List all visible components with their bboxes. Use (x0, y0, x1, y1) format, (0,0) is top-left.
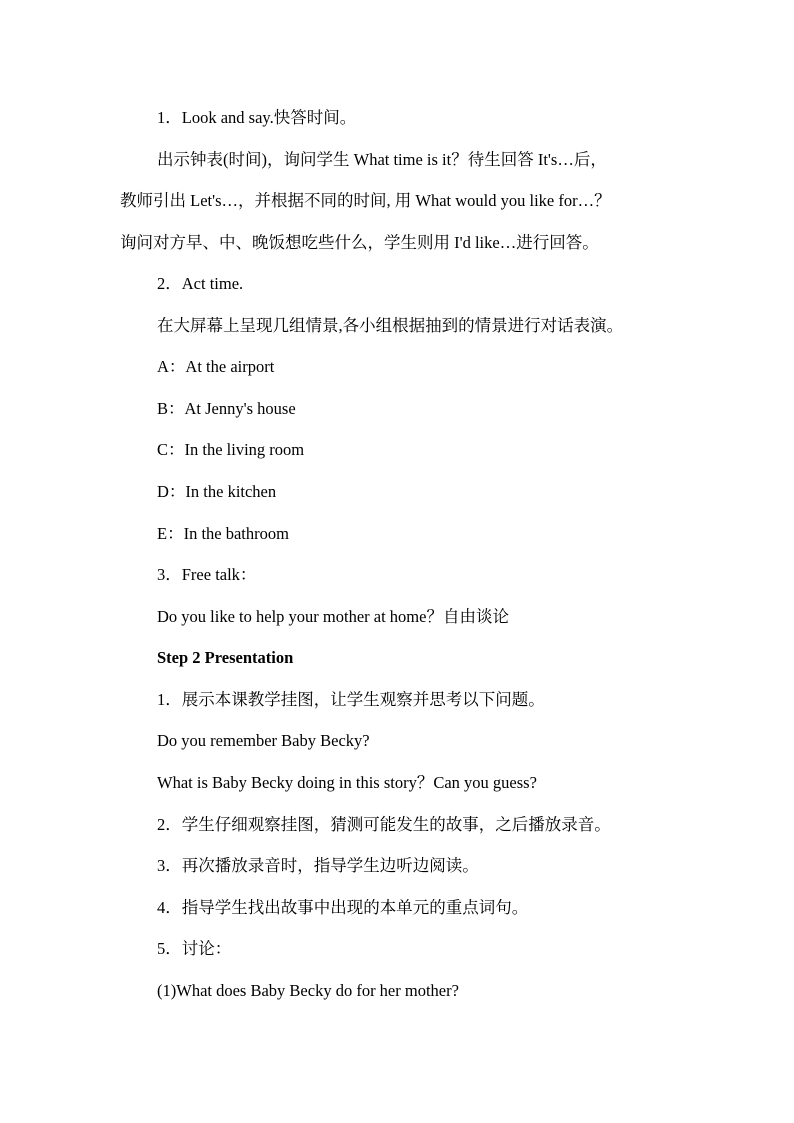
paragraph-line: 在大屏幕上呈现几组情景,各小组根据抽到的情景进行对话表演。 (157, 316, 624, 335)
step1-item-act-time: 2．Act time. (157, 274, 244, 293)
paragraph-line: Do you like to help your mother at home？自由谈论 (157, 607, 509, 626)
step2-item-2: 2．学生仔细观察挂图，猜测可能发生的故事，之后播放录音。 (157, 815, 611, 834)
step1-item-free-talk: 3．Free talk： (157, 565, 257, 584)
step2-item-3: 3．再次播放录音时，指导学生边听边阅读。 (157, 856, 479, 875)
section-heading-step2: Step 2 Presentation (157, 648, 294, 667)
question-line: Do you remember Baby Becky? (157, 731, 370, 750)
step2-item-1: 1．展示本课教学挂图，让学生观察并思考以下问题。 (157, 690, 545, 709)
paragraph-line: 询问对方早、中、晚饭想吃些什么，学生则用 I'd like…进行回答。 (120, 233, 599, 252)
scene-item-e: E：In the bathroom (157, 524, 289, 543)
step1-item-look-and-say: 1．Look and say.快答时间。 (157, 108, 357, 127)
question-line: What is Baby Becky doing in this story？Can you guess? (157, 773, 537, 792)
scene-item-b: B：At Jenny's house (157, 399, 296, 418)
step2-item-4: 4．指导学生找出故事中出现的本单元的重点词句。 (157, 898, 529, 917)
paragraph-line: 教师引出 Let's…，并根据不同的时间, 用 What would you like for…？ (120, 191, 611, 210)
scene-item-d: D：In the kitchen (157, 482, 277, 501)
scene-item-a: A：At the airport (157, 357, 275, 376)
scene-item-c: C：In the living room (157, 440, 305, 459)
step2-item-5: 5．讨论： (157, 939, 232, 958)
discussion-question: (1)What does Baby Becky do for her mother? (157, 981, 459, 1000)
paragraph-line: 出示钟表(时间)，询问学生 What time is it？待生回答 It's…后， (157, 150, 607, 169)
